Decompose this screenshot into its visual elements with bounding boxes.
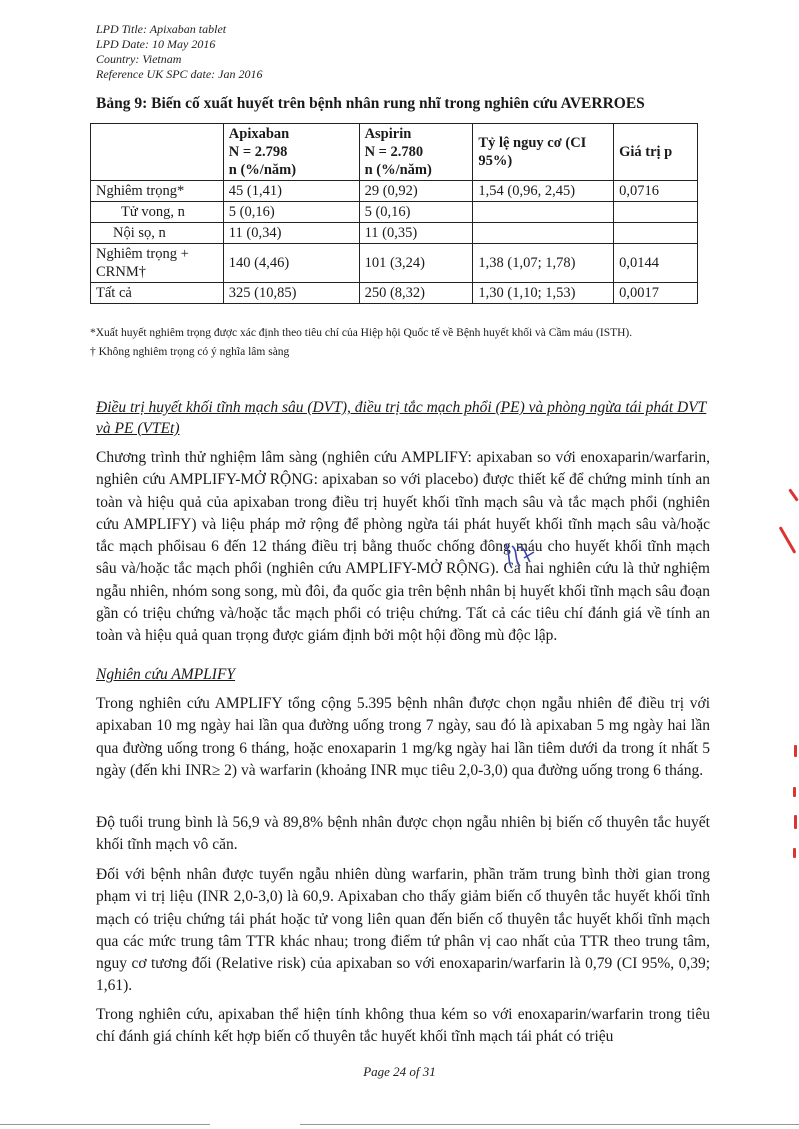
header-line: Reference UK SPC date: Jan 2016 [96, 67, 263, 81]
table-title: Bảng 9: Biến cố xuất huyết trên bệnh nhân rung nhĩ trong nghiên cứu AVERROES [96, 95, 645, 112]
margin-stamp-mark [788, 488, 798, 501]
header-text: Aspirin [364, 126, 412, 142]
row-label: Nội sọ, n [91, 223, 224, 244]
cell-apixaban: 140 (4,46) [223, 244, 359, 283]
paragraph-warfarin-ttr: Đối với bệnh nhân được tuyển ngẫu nhiên dùng warfarin, phần trăm trung bình thời gian trong phạm vi trị liệu (INR 2,0-3,0) là 60,9. Apixaban cho thấy giảm biến cố thuyên tắc huyết khối tĩnh mạch có triệu chứng tái phát hoặc tử vong liên quan đến biến cố thuyên tắc huyết khối tĩnh mạch qua các mức trung tâm TTR khác nhau; trong điểm tứ phân vị cao nhất của TTR theo trung tâm, nguy cơ tương đối (Relative risk) của apixaban so với enoxaparin/warfarin là 0,79 (CI 95%, 0,39; 1,61). [96, 866, 710, 995]
cell-risk: 1,54 (0,96, 2,45) [473, 181, 614, 202]
margin-stamp-mark [793, 787, 796, 797]
bleeding-events-table [90, 123, 698, 304]
paragraph-amplify-design: Trong nghiên cứu AMPLIFY tổng cộng 5.395 bệnh nhân được chọn ngẫu nhiên để điều trị với apixaban 10 mg ngày hai lần qua đường uống trong 7 ngày, sau đó là apixaban 5 mg ngày hai lần qua đường uống trong 6 tháng, hoặc enoxaparin 1 mg/kg ngày hai lần tiêm dưới da trong ít nhất 5 ngày (đến khi INR≥ 2) và warfarin (khoảng INR mục tiêu 2,0-3,0) qua đường uống trong 6 tháng. [96, 695, 710, 779]
cell-aspirin: 5 (0,16) [359, 202, 473, 223]
header-cell-aspirin [359, 124, 473, 181]
page-number: Page 24 of 31 [363, 1064, 436, 1079]
table-row [91, 202, 698, 223]
header-text: n (%/năm) [228, 162, 297, 178]
cell-aspirin: 250 (8,32) [359, 283, 473, 304]
cell-aspirin: 11 (0,35) [359, 223, 473, 244]
row-label: Nghiêm trọng* [91, 181, 224, 202]
margin-stamp-mark [779, 526, 797, 553]
sub-heading-amplify: Nghiên cứu AMPLIFY [96, 666, 236, 683]
header-text: N = 2.798 [228, 144, 288, 160]
row-label: Nghiêm trọng + CRNM† [91, 244, 224, 283]
scan-edge-line [0, 1124, 210, 1125]
header-line: Country: Vietnam [96, 52, 182, 66]
paragraph-noninferiority: Trong nghiên cứu, apixaban thể hiện tính không thua kém so với enoxaparin/warfarin trong tiêu chí đánh giá chính kết hợp biến cố thuyên tắc huyết khối tĩnh mạch tái phát có triệu [96, 1006, 710, 1046]
cell-p: 0,0017 [614, 283, 698, 304]
cell-p [614, 223, 698, 244]
table-row [91, 181, 698, 202]
margin-stamp-mark [794, 745, 797, 757]
margin-stamp-mark [794, 815, 797, 829]
header-cell-p: Giá trị p [614, 124, 698, 181]
cell-p [614, 202, 698, 223]
cell-apixaban: 325 (10,85) [223, 283, 359, 304]
cell-aspirin: 29 (0,92) [359, 181, 473, 202]
row-label: Tử vong, n [91, 202, 224, 223]
footnote: *Xuất huyết nghiêm trọng được xác định theo tiêu chí của Hiệp hội Quốc tế về Bệnh huyết khối và Cầm máu (ISTH). [90, 327, 633, 339]
cell-risk [473, 223, 614, 244]
paragraph-demographics: Độ tuổi trung bình là 56,9 và 89,8% bệnh nhân được chọn ngẫu nhiên bị biến cố thuyên tắc huyết khối tĩnh mạch vô căn. [96, 814, 710, 854]
header-text: n (%/năm) [364, 162, 432, 178]
table-row [91, 244, 698, 283]
cell-apixaban: 45 (1,41) [223, 181, 359, 202]
header-cell-risk: Tỷ lệ nguy cơ (CI 95%) [473, 124, 614, 181]
table-header-row [91, 124, 698, 181]
document-header [96, 22, 263, 82]
cell-risk: 1,30 (1,10; 1,53) [473, 283, 614, 304]
cell-aspirin: 101 (3,24) [359, 244, 473, 283]
cell-apixaban: 11 (0,34) [223, 223, 359, 244]
paragraph-intro: Chương trình thử nghiệm lâm sàng (nghiên cứu AMPLIFY: apixaban so với enoxaparin/warfarin, nghiên cứu AMPLIFY-MỞ RỘNG: apixaban so với placebo) được thiết kế để chứng minh tính an toàn và hiệu quả của apixaban trong điều trị huyết khối tĩnh mạch sâu và tắc mạch phổi (nghiên cứu AMPLIFY) và liệu pháp mở rộng để phòng ngừa tái phát huyết khối tĩnh mạch sâu và/hoặc tắc mạch phổisau 6 đến 12 tháng điều trị bằng thuốc chống đông máu cho huyết khối tĩnh mạch sâu và/hoặc tắc mạch phổi (nghiên cứu AMPLIFY-MỞ RỘNG). Cả hai nghiên cứu là thử nghiệm ngẫu nhiên, nhóm song song, mù đôi, đa quốc gia trên bệnh nhân bị huyết khối tĩnh mạch sâu đoạn gần có triệu chứng và/hoặc tắc mạch phổi có triệu chứng. Tất cả các tiêu chí đánh giá về tính an toàn và hiệu quả quan trọng được giám định bởi một hội đồng mù độc lập. [96, 449, 710, 645]
header-line: LPD Title: Apixaban tablet [96, 22, 227, 36]
cell-risk: 1,38 (1,07; 1,78) [473, 244, 614, 283]
table-footnotes [90, 325, 710, 360]
header-cell-empty [91, 124, 224, 181]
cell-p: 0,0144 [614, 244, 698, 283]
row-label: Tất cả [91, 283, 224, 304]
header-cell-apixaban [223, 124, 359, 181]
cell-risk [473, 202, 614, 223]
table-row [91, 223, 698, 244]
scan-edge-line [300, 1124, 799, 1125]
section-heading: Điều trị huyết khối tĩnh mạch sâu (DVT), điều trị tắc mạch phổi (PE) và phòng ngừa tái phát DVT và PE (VTEt) [96, 399, 707, 437]
margin-stamp-mark [793, 848, 796, 858]
cell-apixaban: 5 (0,16) [223, 202, 359, 223]
header-text: Apixaban [228, 126, 290, 142]
handwritten-scribble [500, 540, 540, 572]
header-line: LPD Date: 10 May 2016 [96, 37, 216, 51]
header-text: N = 2.780 [364, 144, 424, 160]
cell-p: 0,0716 [614, 181, 698, 202]
footnote: † Không nghiêm trọng có ý nghĩa lâm sàng [90, 346, 290, 358]
table-row [91, 283, 698, 304]
